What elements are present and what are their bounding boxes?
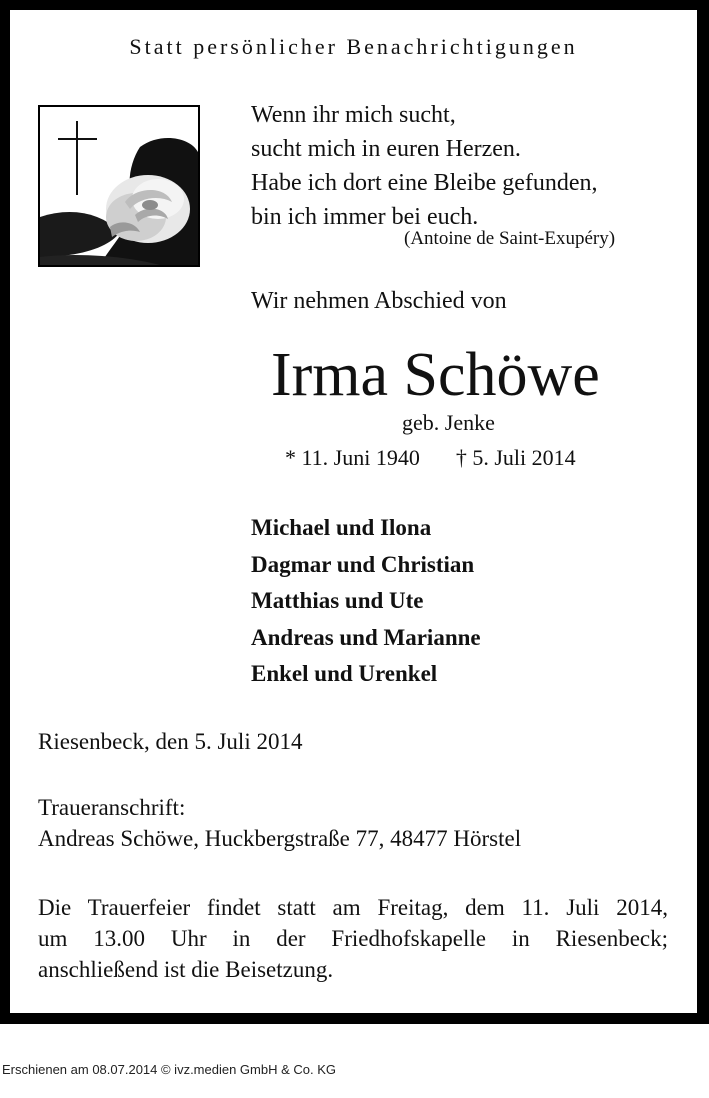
obituary-card [10,10,697,1013]
poem-line: Wenn ihr mich sucht, [251,102,456,128]
ceremony-line: anschließend ist die Beisetzung. [38,957,334,982]
life-dates [285,445,576,471]
ceremony-line: um 13.00 Uhr in der Friedhofskapelle in Riesenbeck; [38,926,668,951]
birth-date: * 11. Juni 1940 [285,445,420,470]
address-value: Andreas Schöwe, Huckbergstraße 77, 48477 Hörstel [38,826,522,851]
ceremony-info [38,892,668,985]
cross-rose-image [38,105,200,267]
mourner-item: Michael und Ilona [251,515,432,540]
poem [251,98,598,234]
place-date: Riesenbeck, den 5. Juli 2014 [38,729,303,754]
ceremony-line: Die Trauerfeier findet statt am Freitag, dem 11. Juli 2014, [38,895,668,920]
deceased-name: Irma Schöwe [271,341,600,409]
notice-header: Statt persönlicher Benachrichtigungen [129,34,578,59]
rose-icon [40,107,198,265]
poem-line: bin ich immer bei euch. [251,204,479,230]
mourner-item: Enkel und Urenkel [251,661,438,686]
farewell-text: Wir nehmen Abschied von [251,288,507,314]
poem-line: Habe ich dort eine Bleibe gefunden, [251,170,598,196]
mourner-item: Andreas und Marianne [251,624,481,650]
publication-footer: Erschienen am 08.07.2014 © ivz.medien GmbH & Co. KG [2,1062,337,1077]
poem-line: sucht mich in euren Herzen. [251,136,521,162]
mourners-list [251,510,481,693]
address-label: Traueranschrift: [38,795,186,820]
mourner-item: Dagmar und Christian [251,551,475,577]
mourner-item: Matthias und Ute [251,588,424,613]
death-date: † 5. Juli 2014 [455,445,576,470]
birth-name: geb. Jenke [402,410,495,435]
mourning-address [38,792,521,854]
poem-author: (Antoine de Saint-Exupéry) [404,228,616,249]
